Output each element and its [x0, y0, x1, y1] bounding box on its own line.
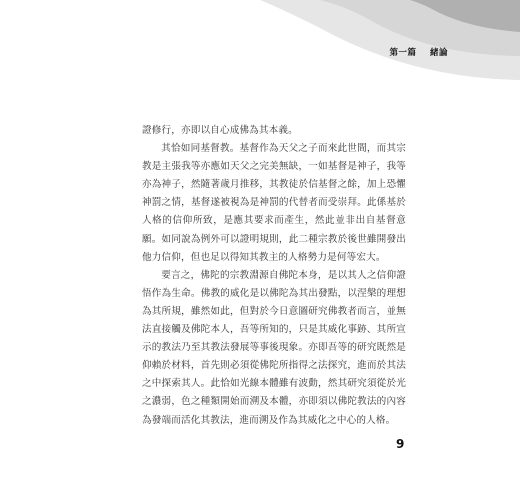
body-text [142, 122, 406, 430]
running-header [390, 46, 449, 58]
page-number: 9 [396, 437, 405, 451]
chapter-label: 第一篇 [389, 48, 417, 58]
paragraph-continuation: 證修行，亦即以自心成佛為其本義。 [142, 125, 298, 136]
paragraph: 其恰如同基督教。基督作為天父之子而來此世間，而其宗教是主張我等亦應如天父之完美無缺，一如基督是神子，我等亦為神子，然隨著歲月推移，其教徒於信基督之餘，加上恐懼神罰之情，基督遂被視為是神罰的代替者而受崇拜。此係基於人格的信仰所致，是應其要求而產生，然此並非出自基督意願。如同說為例外可以證明規則，此二種宗教於後世雖開發出他力信仰，但也足以得知其教主的人格勢力是何等宏大。 [142, 143, 406, 263]
chapter-title: 緒論 [429, 48, 448, 58]
paragraph: 要言之，佛陀的宗教淵源自佛陀本身，是以其人之信仰證悟作為生命。佛教的威化是以佛陀為其出發點，以涅槃的理想為其所規，雖然如此，但對於今日意圖研究佛教者而言，並無法直接觸及佛陀本人，吾等所知的，只是其威化事跡、其所宣示的教法乃至其教法發展等事後現象。亦即吾等的研究既然是仰賴於材料，首先則必須從佛陀所指得之法探究，進而於其法之中探索其人。此恰如光線本體雖有波動，然其研究須從於光之濃弱，色之種類開始而溯及本體，亦即須以佛陀教法的內容為發端而活化其教法，進而溯及作為其威化之中心的人格。 [142, 269, 406, 426]
